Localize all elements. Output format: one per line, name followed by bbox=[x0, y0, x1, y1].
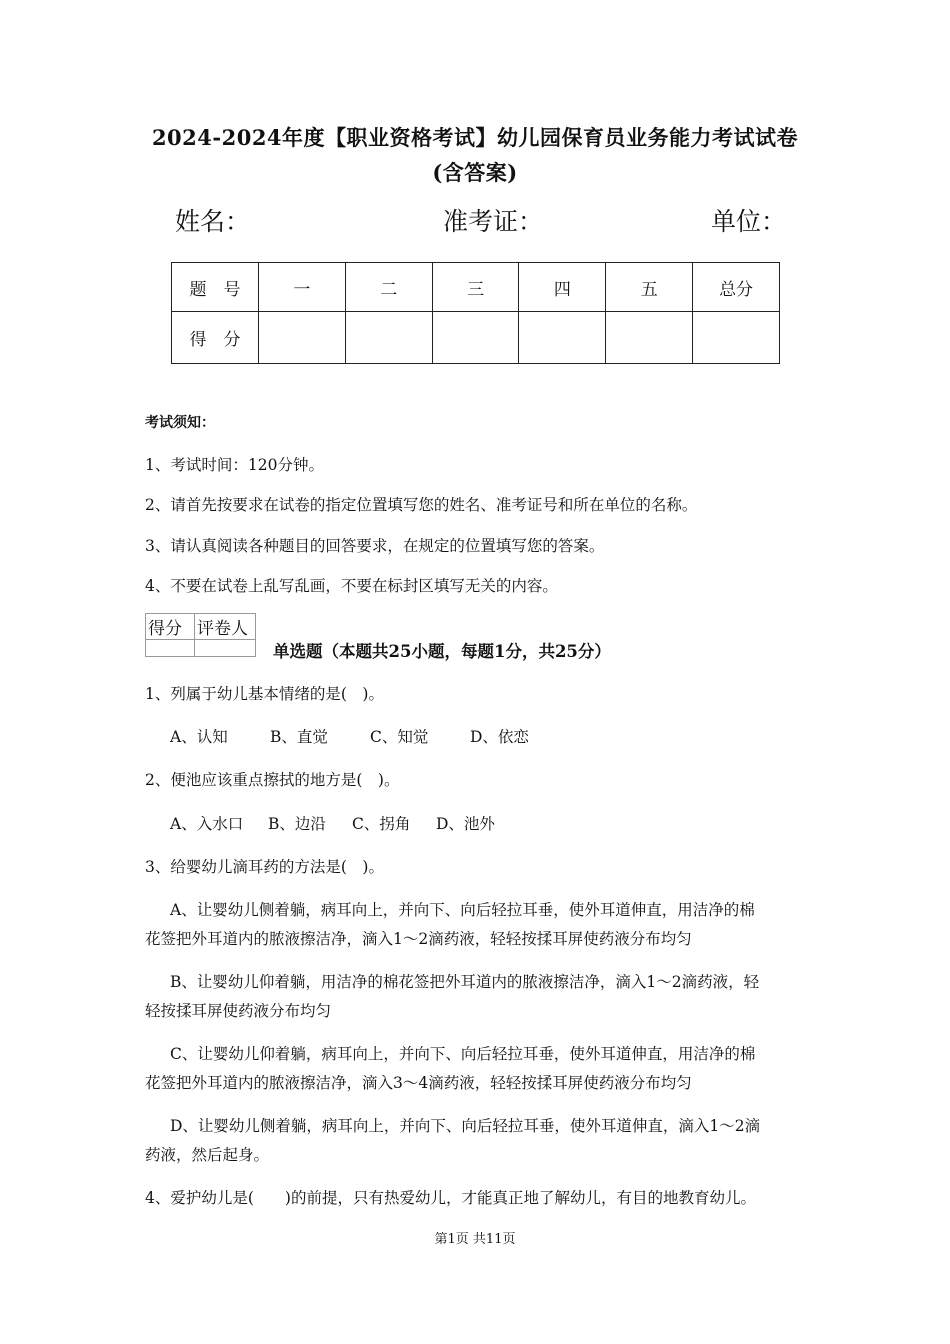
option-c[interactable]: C、拐角 bbox=[352, 815, 411, 833]
exam-subtitle: (含答案) bbox=[432, 160, 518, 185]
page-footer: 第1页 共11页 bbox=[434, 1232, 516, 1247]
question-3-option-d-cont[interactable]: 药液，然后起身。 bbox=[145, 1146, 270, 1164]
score-cell[interactable] bbox=[345, 312, 432, 364]
notice-item: 4、不要在试卷上乱写乱画，不要在标封区填写无关的内容。 bbox=[145, 577, 558, 595]
section-title: 单选题（本题共25小题，每题1分，共25分） bbox=[273, 642, 611, 661]
question-2-options bbox=[170, 812, 495, 834]
header-cell: 四 bbox=[519, 263, 606, 312]
option-d[interactable]: D、依恋 bbox=[470, 728, 529, 746]
grader-reviewer-cell[interactable] bbox=[195, 640, 256, 657]
question-1-stem: 1、列属于幼儿基本情绪的是( )。 bbox=[145, 685, 384, 703]
unit-label: 单位： bbox=[711, 207, 787, 236]
score-cell[interactable] bbox=[432, 312, 519, 364]
option-d[interactable]: D、池外 bbox=[436, 815, 495, 833]
option-a[interactable]: A、认知 bbox=[170, 728, 228, 746]
score-cell[interactable] bbox=[519, 312, 606, 364]
question-3-option-c[interactable]: C、让婴幼儿仰着躺，病耳向上，并向下、向后轻拉耳垂，使外耳道伸直，用洁净的棉 bbox=[170, 1045, 756, 1063]
question-1-options bbox=[170, 725, 529, 747]
question-3-stem: 3、给婴幼儿滴耳药的方法是( )。 bbox=[145, 858, 384, 876]
grader-box bbox=[145, 613, 256, 657]
name-label: 姓名： bbox=[175, 207, 251, 236]
exam-id-label: 准考证： bbox=[443, 207, 544, 236]
notice-item: 3、请认真阅读各种题目的回答要求，在规定的位置填写您的答案。 bbox=[145, 537, 605, 555]
option-a[interactable]: A、入水口 bbox=[170, 815, 244, 833]
notice-item: 2、请首先按要求在试卷的指定位置填写您的姓名、准考证号和所在单位的名称。 bbox=[145, 496, 698, 514]
option-b[interactable]: B、直觉 bbox=[270, 728, 328, 746]
exam-title: 2024-2024年度【职业资格考试】幼儿园保育员业务能力考试试卷 bbox=[151, 125, 799, 150]
score-row-label: 得 分 bbox=[172, 312, 259, 364]
grader-score-cell[interactable] bbox=[146, 640, 195, 657]
question-3-option-a[interactable]: A、让婴幼儿侧着躺，病耳向上，并向下、向后轻拉耳垂，使外耳道伸直，用洁净的棉 bbox=[170, 901, 755, 919]
score-table bbox=[171, 262, 780, 364]
score-cell[interactable] bbox=[259, 312, 346, 364]
header-cell: 三 bbox=[432, 263, 519, 312]
grader-score-label: 得分 bbox=[146, 614, 195, 640]
question-3-option-b-cont[interactable]: 轻按揉耳屏使药液分布均匀 bbox=[145, 1002, 332, 1020]
score-cell[interactable] bbox=[606, 312, 693, 364]
header-cell: 一 bbox=[259, 263, 346, 312]
score-table-header-row bbox=[172, 263, 780, 312]
question-3-option-d[interactable]: D、让婴幼儿侧着躺，病耳向上，并向下、向后轻拉耳垂，使外耳道伸直，滴入1～2滴 bbox=[170, 1117, 761, 1135]
question-3-option-c-cont[interactable]: 花签把外耳道内的脓液擦洁净，滴入3～4滴药液，轻轻按揉耳屏使药液分布均匀 bbox=[145, 1074, 692, 1092]
notice-heading: 考试须知： bbox=[145, 415, 215, 431]
question-3-option-a-cont[interactable]: 花签把外耳道内的脓液擦洁净，滴入1～2滴药液，轻轻按揉耳屏使药液分布均匀 bbox=[145, 930, 692, 948]
header-cell: 二 bbox=[345, 263, 432, 312]
option-b[interactable]: B、边沿 bbox=[268, 815, 326, 833]
question-2-stem: 2、便池应该重点擦拭的地方是( )。 bbox=[145, 771, 400, 789]
header-cell: 总分 bbox=[693, 263, 780, 312]
score-table-score-row bbox=[172, 312, 780, 364]
grader-reviewer-label: 评卷人 bbox=[195, 614, 256, 640]
question-3-option-b[interactable]: B、让婴幼儿仰着躺，用洁净的棉花签把外耳道内的脓液擦洁净，滴入1～2滴药液，轻 bbox=[170, 973, 760, 991]
notice-item: 1、考试时间：120分钟。 bbox=[145, 456, 324, 474]
header-cell: 五 bbox=[606, 263, 693, 312]
score-cell[interactable] bbox=[693, 312, 780, 364]
question-4-stem: 4、爱护幼儿是( )的前提，只有热爱幼儿，才能真正地了解幼儿，有目的地教育幼儿。 bbox=[145, 1189, 756, 1207]
option-c[interactable]: C、知觉 bbox=[370, 728, 429, 746]
header-cell-label: 题 号 bbox=[172, 263, 259, 312]
